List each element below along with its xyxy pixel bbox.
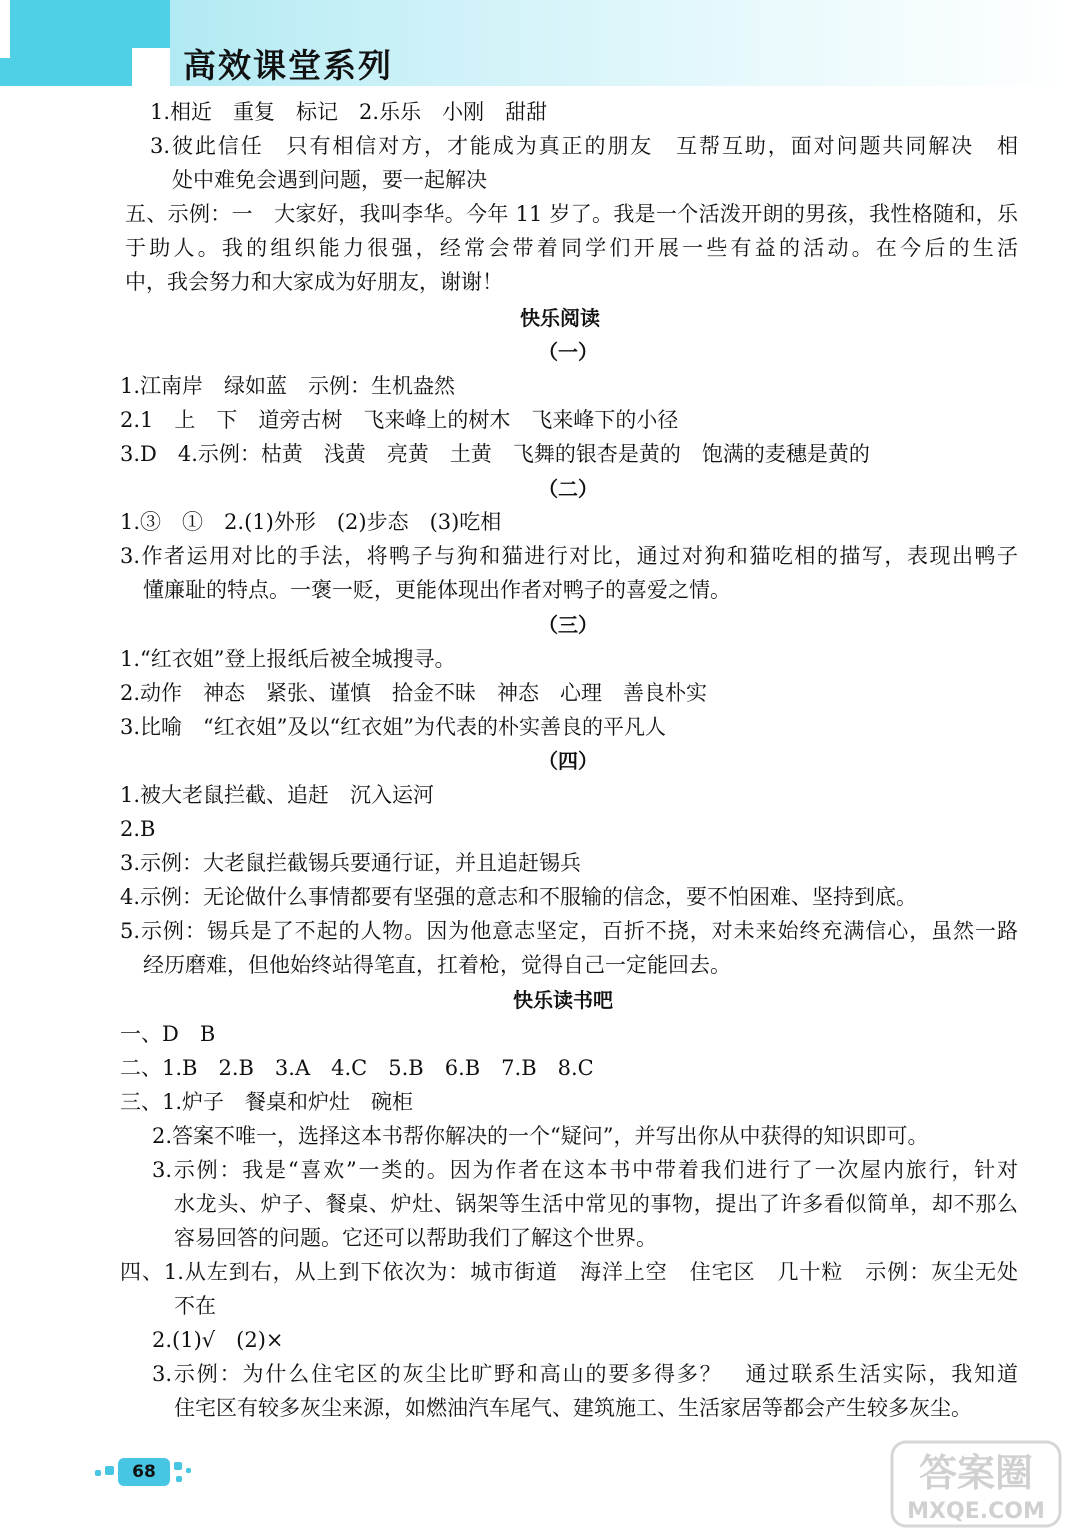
answer-line: 于助人。我的组织能力很强，经常会带着同学们开展一些有益的活动。在今后的生活 — [125, 236, 1018, 260]
watermark-text: 答案圈 — [918, 1451, 1034, 1495]
watermark-url: MXQE.COM — [907, 1499, 1045, 1524]
answer-line: 经历磨难，但他始终站得笔直，扛着枪，觉得自己一定能回去。 — [143, 953, 731, 977]
answer-line: 懂廉耻的特点。一褒一贬，更能体现出作者对鸭子的喜爱之情。 — [143, 578, 731, 602]
subsection-heading: （一） — [538, 340, 598, 364]
answer-line: 水龙头、炉子、餐桌、炉灶、锅架等生活中常见的事物，提出了许多看似简单，却不那么 — [174, 1192, 1018, 1216]
answer-line: 2.答案不唯一，选择这本书帮你解决的一个“疑问”，并写出你从中获得的知识即可。 — [152, 1124, 929, 1148]
answer-line: 3.作者运用对比的手法，将鸭子与狗和猫进行对比，通过对狗和猫吃相的描写，表现出鸭子 — [120, 544, 1018, 568]
series-title: 高效课堂系列 — [183, 46, 393, 85]
decor-dot — [176, 1476, 182, 1482]
answer-line: 2.B — [120, 817, 156, 841]
answer-line: 1.③ ① 2.(1)外形 (2)步态 (3)吃相 — [120, 510, 502, 534]
answer-line: 处中难免会遇到问题，要一起解决 — [172, 168, 487, 192]
answer-line: 3.比喻 “红衣姐”及以“红衣姐”为代表的朴实善良的平凡人 — [120, 715, 666, 739]
answer-line: 五、示例：一 大家好，我叫李华。今年 11 岁了。我是一个活泼开朗的男孩，我性格随和，乐 — [125, 202, 1018, 226]
answer-line: 一、D B — [120, 1022, 216, 1046]
decor-dot — [95, 1470, 101, 1476]
answer-line: 4.示例：无论做什么事情都要有坚强的意志和不服输的信念，要不怕困难、坚持到底。 — [120, 885, 918, 909]
answer-line: 四、1.从左到右，从上到下依次为：城市街道 海洋上空 住宅区 几十粒 示例：灰尘无处 — [120, 1260, 1018, 1284]
answer-line: 容易回答的问题。它还可以帮助我们了解这个世界。 — [174, 1226, 657, 1250]
section-heading: 快乐阅读 — [520, 306, 600, 330]
answer-line: 3.D 4.示例：枯黄 浅黄 亮黄 土黄 飞舞的银杏是黄的 饱满的麦穗是黄的 — [120, 442, 870, 466]
answer-line: 三、1.炉子 餐桌和炉灶 碗柜 — [120, 1090, 414, 1114]
answer-line: 1.“红衣姐”登上报纸后被全城搜寻。 — [120, 647, 456, 671]
answer-line: 2.(1)√ (2)× — [152, 1328, 284, 1352]
answer-line: 2.动作 神态 紧张、谨慎 拾金不昧 神态 心理 善良朴实 — [120, 681, 708, 705]
header-notch — [132, 48, 170, 86]
subsection-heading: （四） — [538, 749, 598, 773]
answer-line: 1.江南岸 绿如蓝 示例：生机盎然 — [120, 374, 456, 398]
answer-line: 1.被大老鼠拦截、追赶 沉入运河 — [120, 783, 435, 807]
watermark-logo — [890, 1438, 1062, 1530]
page-number: 68 — [118, 1458, 170, 1486]
answer-line: 不在 — [174, 1294, 216, 1318]
subsection-heading: （二） — [538, 477, 598, 501]
header-edge — [0, 0, 10, 58]
section-heading: 快乐读书吧 — [513, 988, 613, 1012]
answer-line: 中，我会努力和大家成为好朋友，谢谢！ — [125, 270, 503, 294]
decor-dot — [105, 1466, 114, 1475]
answer-line: 3.示例：我是“喜欢”一类的。因为作者在这本书中带着我们进行了一次屋内旅行，针对 — [152, 1158, 1018, 1182]
answer-line: 住宅区有较多灰尘来源，如燃油汽车尾气、建筑施工、生活家居等都会产生较多灰尘。 — [174, 1396, 972, 1420]
answer-line: 5.示例：锡兵是了不起的人物。因为他意志坚定，百折不挠，对未来始终充满信心，虽然一路 — [120, 919, 1018, 943]
decor-dot — [186, 1468, 191, 1473]
answer-line: 3.示例：大老鼠拦截锡兵要通行证，并且追赶锡兵 — [120, 851, 582, 875]
answer-line: 二、1.B 2.B 3.A 4.C 5.B 6.B 7.B 8.C — [120, 1056, 594, 1080]
answer-line: 3.示例：为什么住宅区的灰尘比旷野和高山的要多得多？ 通过联系生活实际，我知道 — [152, 1362, 1018, 1386]
answer-line: 2.1 上 下 道旁古树 飞来峰上的树木 飞来峰下的小径 — [120, 408, 679, 432]
subsection-heading: （三） — [538, 613, 598, 637]
decor-dot — [174, 1462, 182, 1470]
answer-line: 1.相近 重复 标记 2.乐乐 小刚 甜甜 — [150, 100, 548, 124]
answer-line: 3.彼此信任 只有相信对方，才能成为真正的朋友 互帮互助，面对问题共同解决 相 — [150, 134, 1018, 158]
